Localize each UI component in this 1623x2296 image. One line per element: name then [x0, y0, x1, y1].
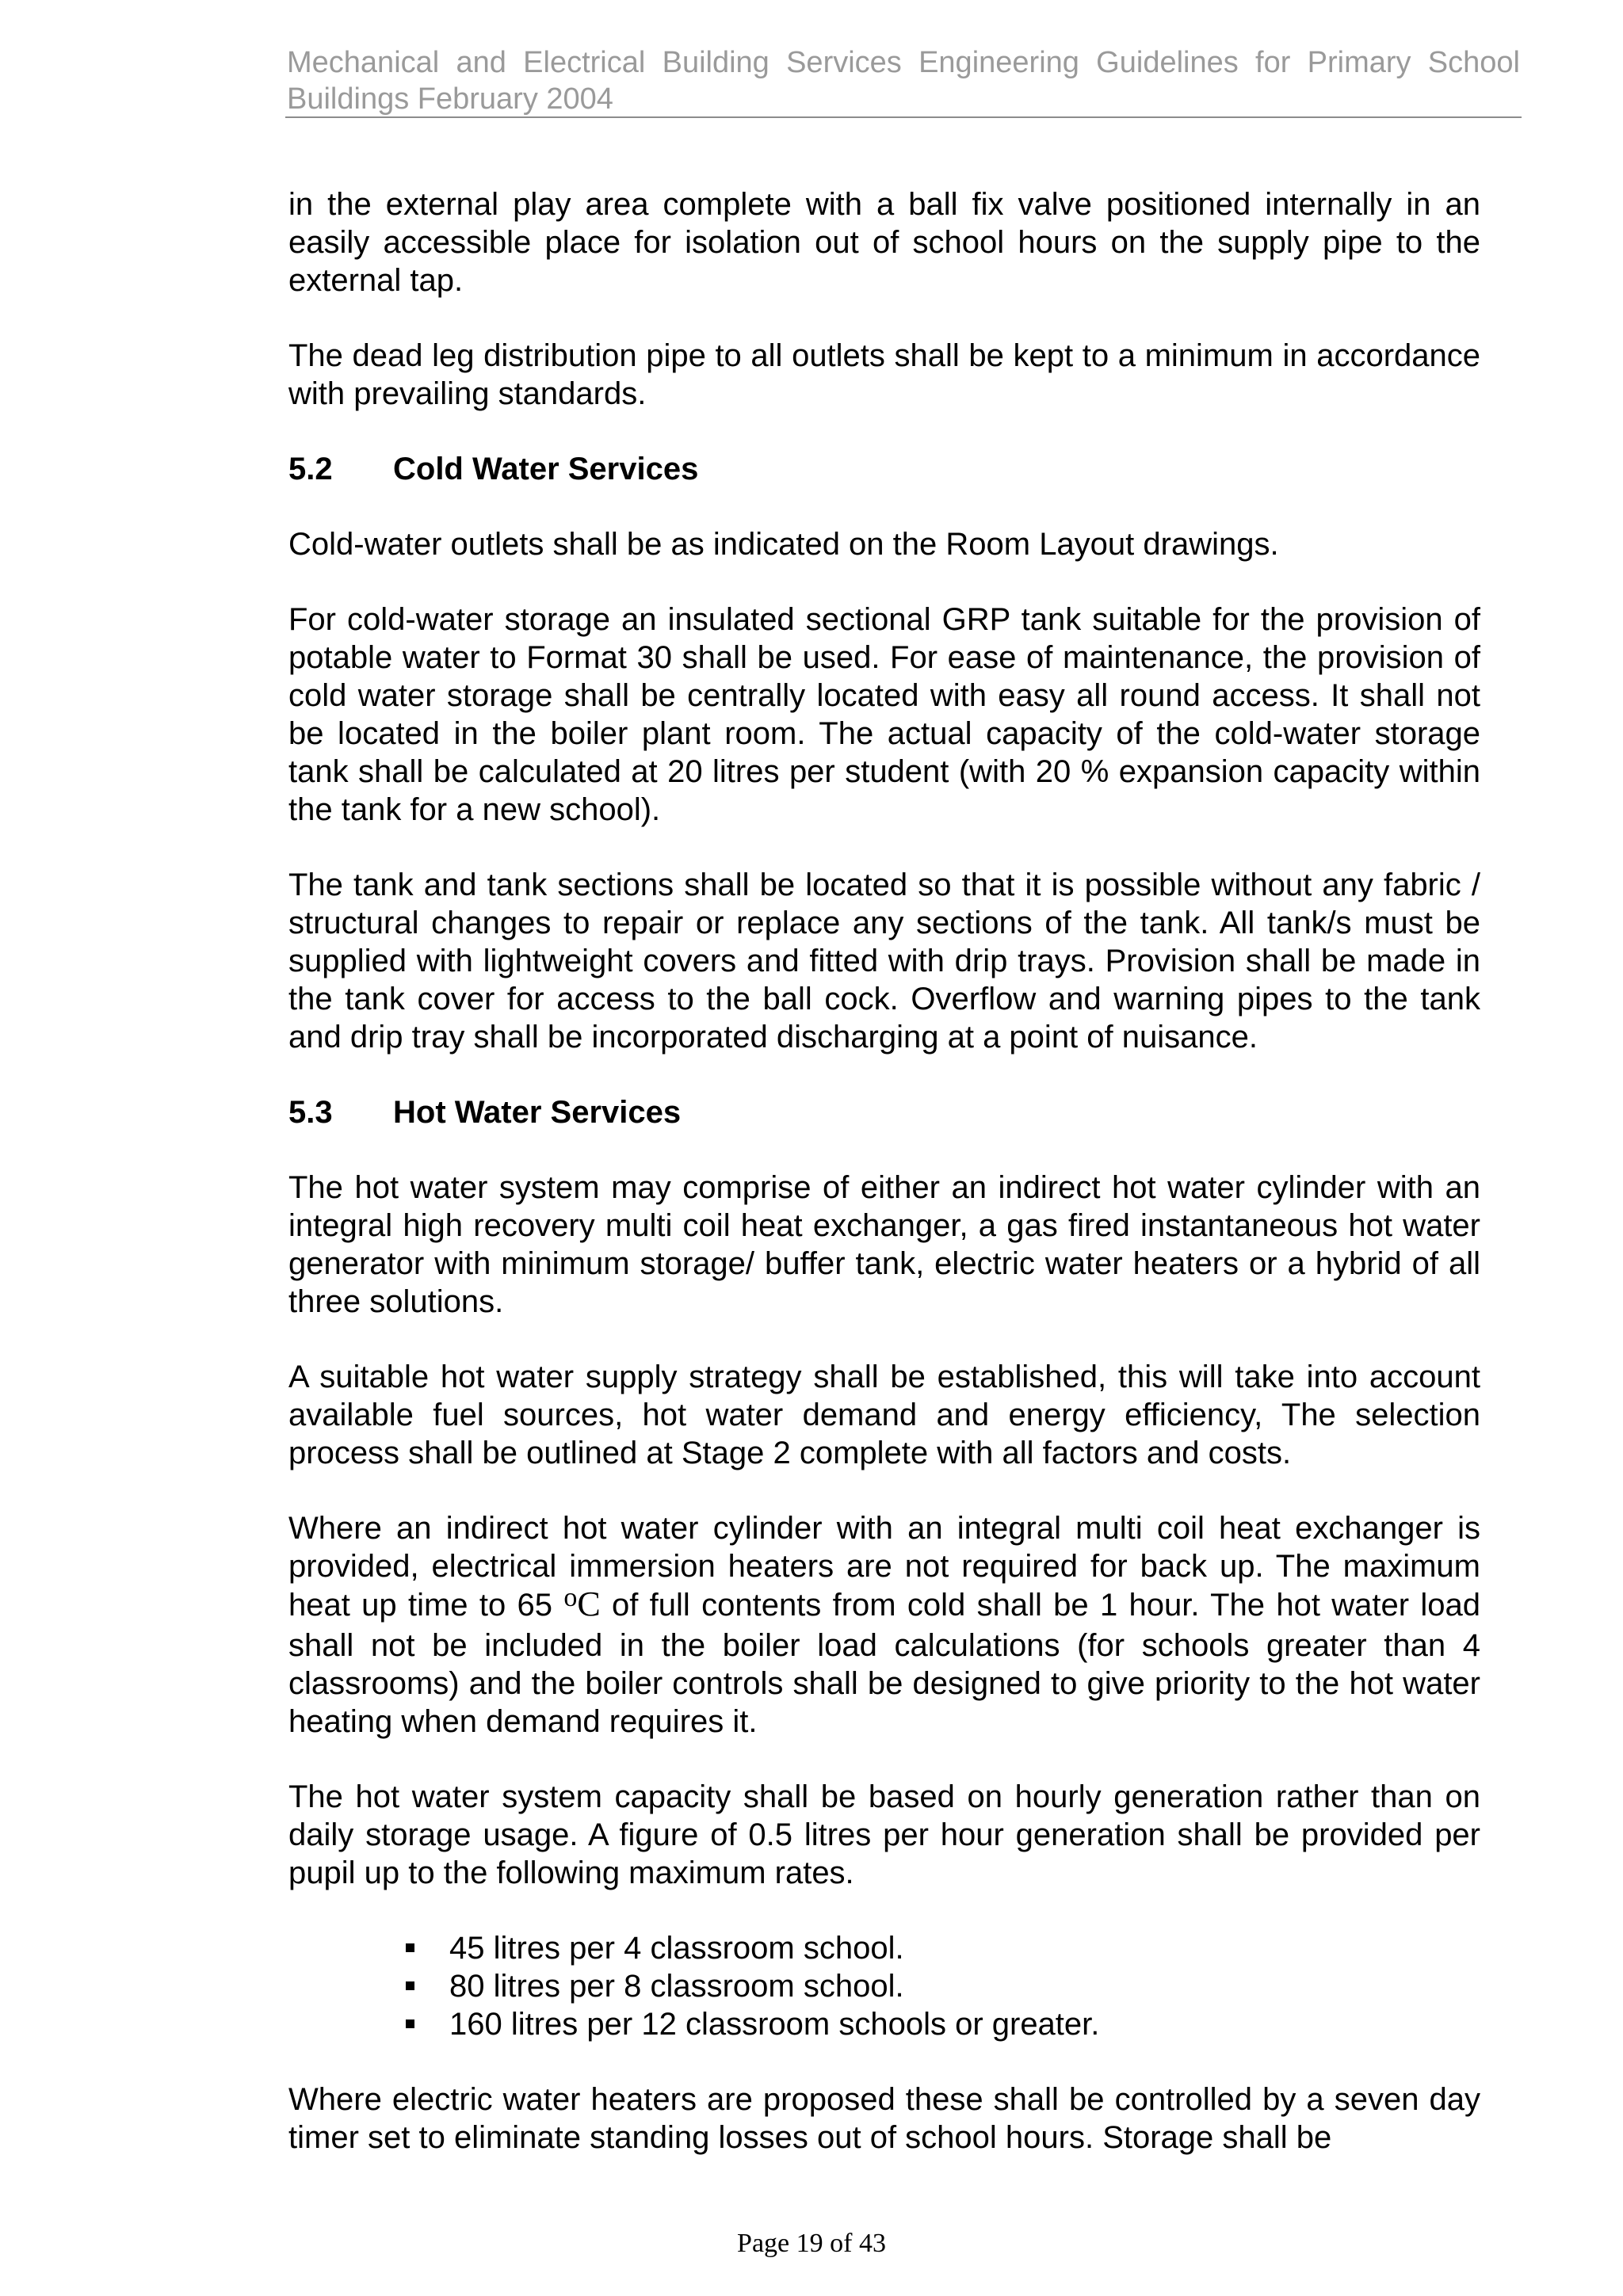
- text-run: of full contents from cold shall be 1 hour. The hot water load shall not be included in the boiler load calculations (for schools greater than 4 classrooms) and the boiler controls shall be designed to give priority to the hot water heating when demand requires it.: [288, 1588, 1480, 1739]
- running-header: Mechanical and Electrical Building Services Engineering Guidelines for Primary School Buildings February 2004: [287, 46, 1520, 116]
- section-title: Cold Water Services: [393, 452, 699, 486]
- rates-list: [288, 1929, 1480, 2043]
- list-item-text: 160 litres per 12 classroom schools or greater.: [449, 2007, 1100, 2042]
- list-item-text: 80 litres per 8 classroom school.: [449, 1969, 904, 2004]
- paragraph-tank-sections: The tank and tank sections shall be located so that it is possible without any fabric / structural changes to repair or replace any sections of the tank. All tank/s must be supplied with lightweight covers and fitted with drip trays. Provision shall be made in the tank cover for access to the ball cock. Overflow and warning pipes to the tank and drip tray shall be incorporated discharging at a point of nuisance.: [288, 868, 1480, 1055]
- list-item: [406, 1929, 1480, 1967]
- paragraph-capacity: The hot water system capacity shall be based on hourly generation rather than on daily storage usage. A figure of 0.5 litres per hour generation shall be provided per pupil up to the following maximum rates.: [288, 1779, 1480, 1890]
- paragraph-dead-leg: The dead leg distribution pipe to all outlets shall be kept to a minimum in accordance with prevailing standards.: [288, 338, 1480, 411]
- bullet-icon: [406, 1981, 414, 1990]
- section-title: Hot Water Services: [393, 1095, 682, 1130]
- section-heading-hot-water: [288, 1093, 1480, 1131]
- degree-symbol: o: [563, 1583, 578, 1612]
- section-number: 5.3: [288, 1095, 333, 1130]
- bullet-icon: [406, 2019, 414, 2028]
- paragraph-hot-water-system: The hot water system may comprise of either an indirect hot water cylinder with an integral high recovery multi coil heat exchanger, a gas fired instantaneous hot water generator with minimum storage/ buffer tank, electric water heaters or a hybrid of all three solutions.: [288, 1170, 1480, 1319]
- paragraph-cold-storage: For cold-water storage an insulated sectional GRP tank suitable for the provision of potable water to Format 30 shall be used. For ease of maintenance, the provision of cold water storage shall be centrally located with easy all round access. It shall not be located in the boiler plant room. The actual capacity of the cold-water storage tank shall be calculated at 20 litres per student (with 20 % expansion capacity within the tank for a new school).: [288, 602, 1480, 827]
- page-number: Page 19 of 43: [737, 2229, 886, 2258]
- list-item: [406, 2005, 1480, 2043]
- list-item: [406, 1967, 1480, 2005]
- celsius-unit: C: [577, 1585, 601, 1623]
- section-number: 5.2: [288, 452, 333, 486]
- page-body: [288, 185, 1480, 2194]
- paragraph-supply-strategy: A suitable hot water supply strategy shall be established, this will take into account available fuel sources, hot water demand and energy efficiency, The selection process shall be outlined at Stage 2 complete with all factors and costs.: [288, 1360, 1480, 1470]
- paragraph-external-tap: in the external play area complete with a ball fix valve positioned internally in an easily accessible place for isolation out of school hours on the supply pipe to the external tap.: [288, 187, 1480, 298]
- header-divider: [285, 116, 1522, 118]
- list-item-text: 45 litres per 4 classroom school.: [449, 1931, 904, 1966]
- paragraph-cold-outlets: Cold-water outlets shall be as indicated on the Room Layout drawings.: [288, 527, 1279, 562]
- paragraph-electric-heaters: Where electric water heaters are proposed these shall be controlled by a seven day timer set to eliminate standing losses out of school hours. Storage shall be: [288, 2082, 1480, 2155]
- text-run: Where an indirect hot water cylinder with an integral multi coil heat exchanger is provided, electrical immersion heaters are not required for back up. The maximum heat up time to 65: [288, 1511, 1480, 1623]
- bullet-icon: [406, 1943, 414, 1952]
- paragraph-indirect-cylinder: [288, 1509, 1480, 1741]
- section-heading-cold-water: [288, 450, 1480, 488]
